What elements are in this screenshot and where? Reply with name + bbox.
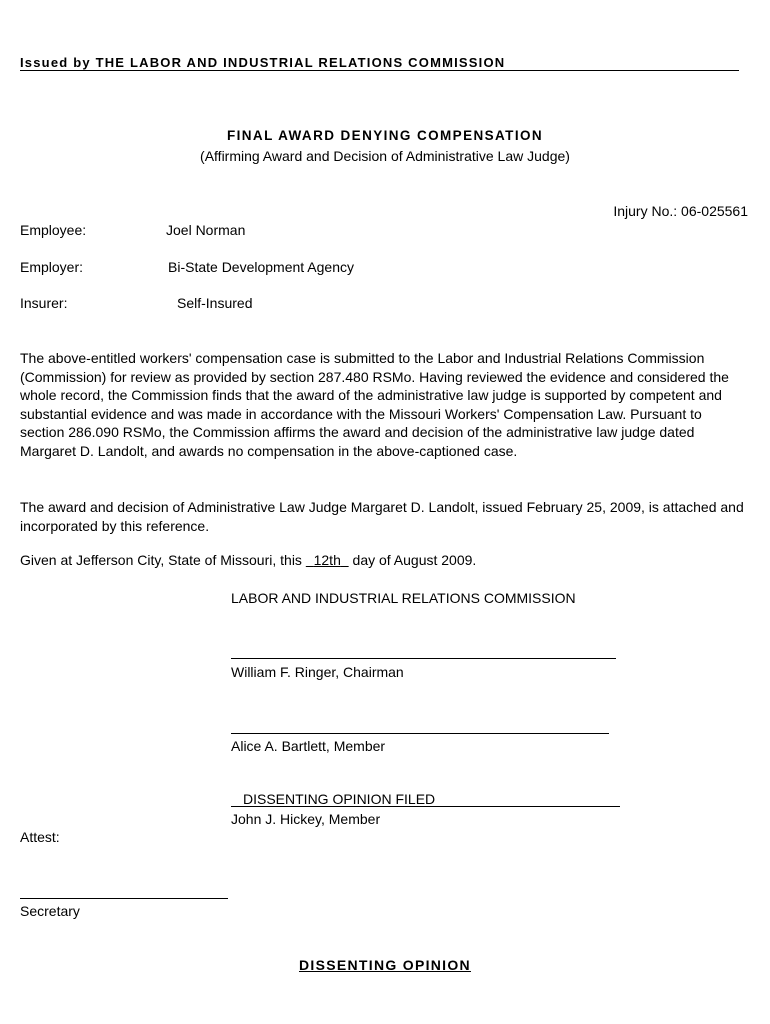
employee-value: Joel Norman (166, 222, 246, 238)
injury-number: Injury No.: 06-025561 (613, 203, 748, 219)
employer-value: Bi-State Development Agency (168, 259, 354, 275)
secretary-signature-line (20, 898, 228, 899)
dissenting-opinion-heading: DISSENTING OPINION (299, 957, 471, 973)
chairman-name: William F. Ringer, Chairman (231, 664, 404, 680)
chairman-signature-line (231, 658, 616, 659)
given-day: 12th (313, 552, 341, 568)
employer-label: Employer: (20, 259, 84, 275)
employee-label: Employee: (20, 222, 87, 238)
given-at-line (20, 552, 476, 568)
issued-by-header: Issued by THE LABOR AND INDUSTRIAL RELATIONS COMMISSION (20, 55, 739, 71)
insurer-value: Self-Insured (177, 295, 253, 311)
award-paragraph-1: The above-entitled workers' compensation case is submitted to the Labor and Industrial Relations Commission (Commission) for review as provided by section 287.480 RSMo. Having reviewed the evidence and considered the whole record, the Commission finds that the award of the administrative law judge is supported by competent and substantial evidence and was made in accordance with the Missouri Workers' Compensation Law. Pursuant to section 286.090 RSMo, the Commission affirms the award and decision of the administrative law judge dated Margaret D. Landolt, and awards no compensation in the above-captioned case. (20, 350, 729, 459)
member2-name: John J. Hickey, Member (231, 811, 381, 827)
award-subtitle: (Affirming Award and Decision of Administrative Law Judge) (200, 148, 570, 164)
attest-label: Attest: (20, 829, 60, 845)
dissent-note-line (231, 792, 620, 807)
award-title: FINAL AWARD DENYING COMPENSATION (226, 128, 544, 143)
given-prefix: Given at Jefferson City, State of Missouri, this (20, 552, 302, 568)
award-paragraph-2: The award and decision of Administrative Law Judge Margaret D. Landolt, issued February 25, 2009, is attached and incorporated by this reference. (20, 499, 744, 534)
member1-signature-line (231, 733, 609, 734)
given-suffix: day of August 2009. (352, 552, 477, 568)
secretary-label: Secretary (20, 903, 80, 919)
member1-name: Alice A. Bartlett, Member (231, 738, 386, 754)
commission-name: LABOR AND INDUSTRIAL RELATIONS COMMISSION (231, 590, 576, 606)
insurer-label: Insurer: (20, 295, 68, 311)
dissent-note: DISSENTING OPINION FILED (243, 791, 436, 807)
